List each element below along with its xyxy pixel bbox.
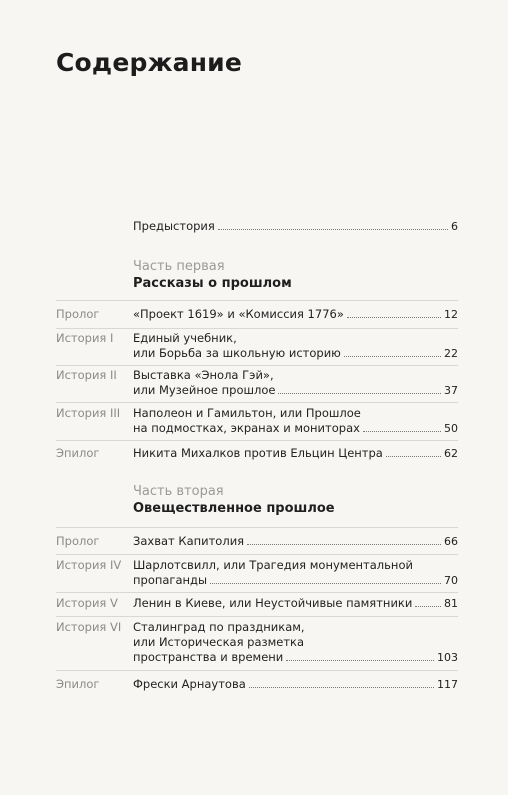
toc-entry-title: Никита Михалков против Ельцин Центра bbox=[133, 446, 383, 460]
toc-entry-title: или Историческая разметка bbox=[133, 635, 305, 649]
toc-entry-title: или Музейное прошлое bbox=[133, 383, 276, 397]
divider bbox=[56, 300, 458, 301]
page-number: 103 bbox=[437, 651, 458, 664]
divider bbox=[56, 440, 458, 441]
section-label: История III bbox=[56, 406, 121, 420]
divider bbox=[56, 328, 458, 329]
page-number: 6 bbox=[451, 220, 458, 233]
divider bbox=[56, 527, 458, 528]
toc-entry-title: Ленин в Киеве, или Неустойчивые памятники bbox=[133, 596, 413, 610]
page-number: 66 bbox=[444, 535, 458, 548]
toc-entry-title: пропаганды bbox=[133, 573, 208, 587]
section-label: Пролог bbox=[56, 307, 100, 321]
part-title: Овеществленное прошлое bbox=[133, 501, 335, 516]
toc-entry-text bbox=[133, 446, 458, 461]
toc-entry-title: Выставка «Энола Гэй», bbox=[133, 368, 274, 382]
section-label: История IV bbox=[56, 558, 122, 572]
part-heading-2 bbox=[133, 483, 335, 517]
toc-entry-text bbox=[133, 331, 458, 361]
page-number: 62 bbox=[444, 447, 458, 460]
section-label: Пролог bbox=[56, 534, 100, 548]
divider bbox=[56, 402, 458, 403]
page-number: 50 bbox=[444, 422, 458, 435]
toc-entry-text bbox=[133, 596, 458, 611]
toc-entry-text bbox=[133, 406, 458, 436]
leader-dots bbox=[249, 687, 434, 688]
divider bbox=[56, 365, 458, 366]
divider bbox=[56, 616, 458, 617]
toc-entry-title: Шарлотсвилл, или Трагедия монументальной bbox=[133, 558, 413, 572]
toc-entry-title: Фрески Арнаутова bbox=[133, 677, 246, 691]
leader-dots bbox=[363, 431, 441, 432]
toc-entry-title: Наполеон и Гамильтон, или Прошлое bbox=[133, 406, 361, 420]
toc-entry-title: Единый учебник, bbox=[133, 331, 237, 345]
leader-dots bbox=[210, 583, 441, 584]
toc-entry-text bbox=[133, 558, 458, 588]
leader-dots bbox=[415, 606, 441, 607]
part-title: Рассказы о прошлом bbox=[133, 276, 292, 291]
divider bbox=[56, 554, 458, 555]
leader-dots bbox=[247, 544, 441, 545]
leader-dots bbox=[347, 317, 441, 318]
leader-dots bbox=[344, 356, 441, 357]
section-label: Эпилог bbox=[56, 677, 100, 691]
toc-entry-title: «Проект 1619» и «Комиссия 1776» bbox=[133, 307, 344, 321]
section-label: История I bbox=[56, 331, 114, 345]
part-label: Часть первая bbox=[133, 259, 225, 274]
page-title: Содержание bbox=[56, 48, 243, 77]
page-number: 22 bbox=[444, 347, 458, 360]
toc-entry-title: Захват Капитолия bbox=[133, 534, 245, 548]
divider bbox=[56, 670, 458, 671]
toc-entry-title: пространства и времени bbox=[133, 650, 284, 664]
toc-entry-text bbox=[133, 307, 458, 322]
section-label: История VI bbox=[56, 620, 122, 634]
page-number: 70 bbox=[444, 574, 458, 587]
page-number: 12 bbox=[444, 308, 458, 321]
leader-dots bbox=[218, 229, 448, 230]
section-label: История II bbox=[56, 368, 117, 382]
section-label: История V bbox=[56, 596, 118, 610]
toc-entry-title: Сталинград по праздникам, bbox=[133, 620, 305, 634]
toc-entry-title: или Борьба за школьную историю bbox=[133, 346, 341, 360]
toc-entry-text bbox=[133, 219, 458, 234]
leader-dots bbox=[278, 393, 441, 394]
toc-entry-title: на подмостках, экранах и мониторах bbox=[133, 421, 360, 435]
page-number: 117 bbox=[437, 678, 458, 691]
divider bbox=[56, 592, 458, 593]
page-number: 81 bbox=[444, 597, 458, 610]
leader-dots bbox=[286, 660, 434, 661]
section-label: Эпилог bbox=[56, 446, 100, 460]
toc-entry-title: Предыстория bbox=[133, 219, 215, 233]
toc-entry-text bbox=[133, 534, 458, 549]
toc-entry-text bbox=[133, 368, 458, 398]
page-number: 37 bbox=[444, 384, 458, 397]
toc-entry-text bbox=[133, 677, 458, 692]
part-heading-1 bbox=[133, 258, 292, 292]
leader-dots bbox=[386, 456, 441, 457]
part-label: Часть вторая bbox=[133, 484, 224, 499]
toc-entry-text bbox=[133, 620, 458, 665]
